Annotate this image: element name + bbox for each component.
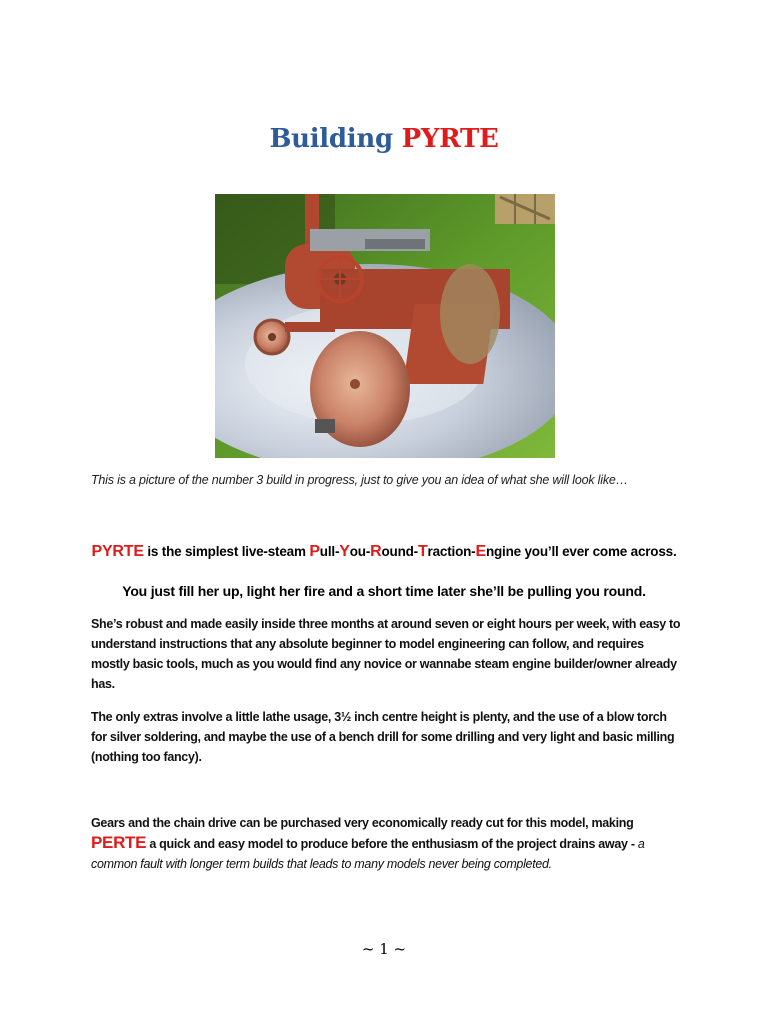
- traction-engine-photo: [215, 194, 555, 458]
- acronym-t: T: [417, 543, 428, 560]
- gears-italic-tail: a common fault with longer term builds that leads to many models never being completed.: [91, 837, 645, 871]
- acronym-raction: raction-: [427, 544, 476, 559]
- acronym-y: Y: [339, 543, 350, 560]
- headline-pyrte: PYRTE: [91, 543, 144, 560]
- tagline: You just fill her up, light her fire and a short time later she’ll be pulling you round.: [122, 583, 646, 599]
- paragraph-extras: The only extras involve a little lathe usage, 3½ inch centre height is plenty, and the use of a blow torch for silver soldering, and maybe the use of a bench drill for some drilling and very light and basic milling (nothing too fancy).: [91, 710, 675, 764]
- perte-word: PERTE: [91, 833, 147, 852]
- title-pyrte: PYRTE: [401, 124, 499, 154]
- title-building: Building: [269, 124, 393, 154]
- acronym-ound: ound-: [381, 544, 418, 559]
- acronym-ngine: ngine you’ll ever come across.: [485, 544, 677, 559]
- paragraph-robust: She’s robust and made easily inside three months at around seven or eight hours per week, with easy to understand instructions that any absolute beginner to model engineering can follow, and requires mostly basic tools, much as you would find any novice or wannabe steam engine builder/owner already has.: [91, 617, 681, 691]
- acronym-p: P: [309, 543, 320, 560]
- paragraph-gears: [91, 813, 691, 874]
- acronym-ull: ull-: [319, 544, 340, 559]
- acronym-r: R: [370, 543, 382, 560]
- page-number: ~ 1 ~: [361, 940, 407, 958]
- headline-text: is the simplest live-steam: [143, 544, 310, 559]
- page-title: [0, 124, 768, 154]
- gears-middle: a quick and easy model to produce before the enthusiasm of the project drains away -: [146, 837, 638, 851]
- acronym-e: E: [475, 543, 486, 560]
- gears-lead: Gears and the chain drive can be purchased very economically ready cut for this model, making: [91, 816, 634, 830]
- photo-caption: This is a picture of the number 3 build in progress, just to give you an idea of what she will look like…: [91, 473, 628, 487]
- acronym-ou: ou-: [349, 544, 371, 559]
- headline-line: [0, 543, 768, 561]
